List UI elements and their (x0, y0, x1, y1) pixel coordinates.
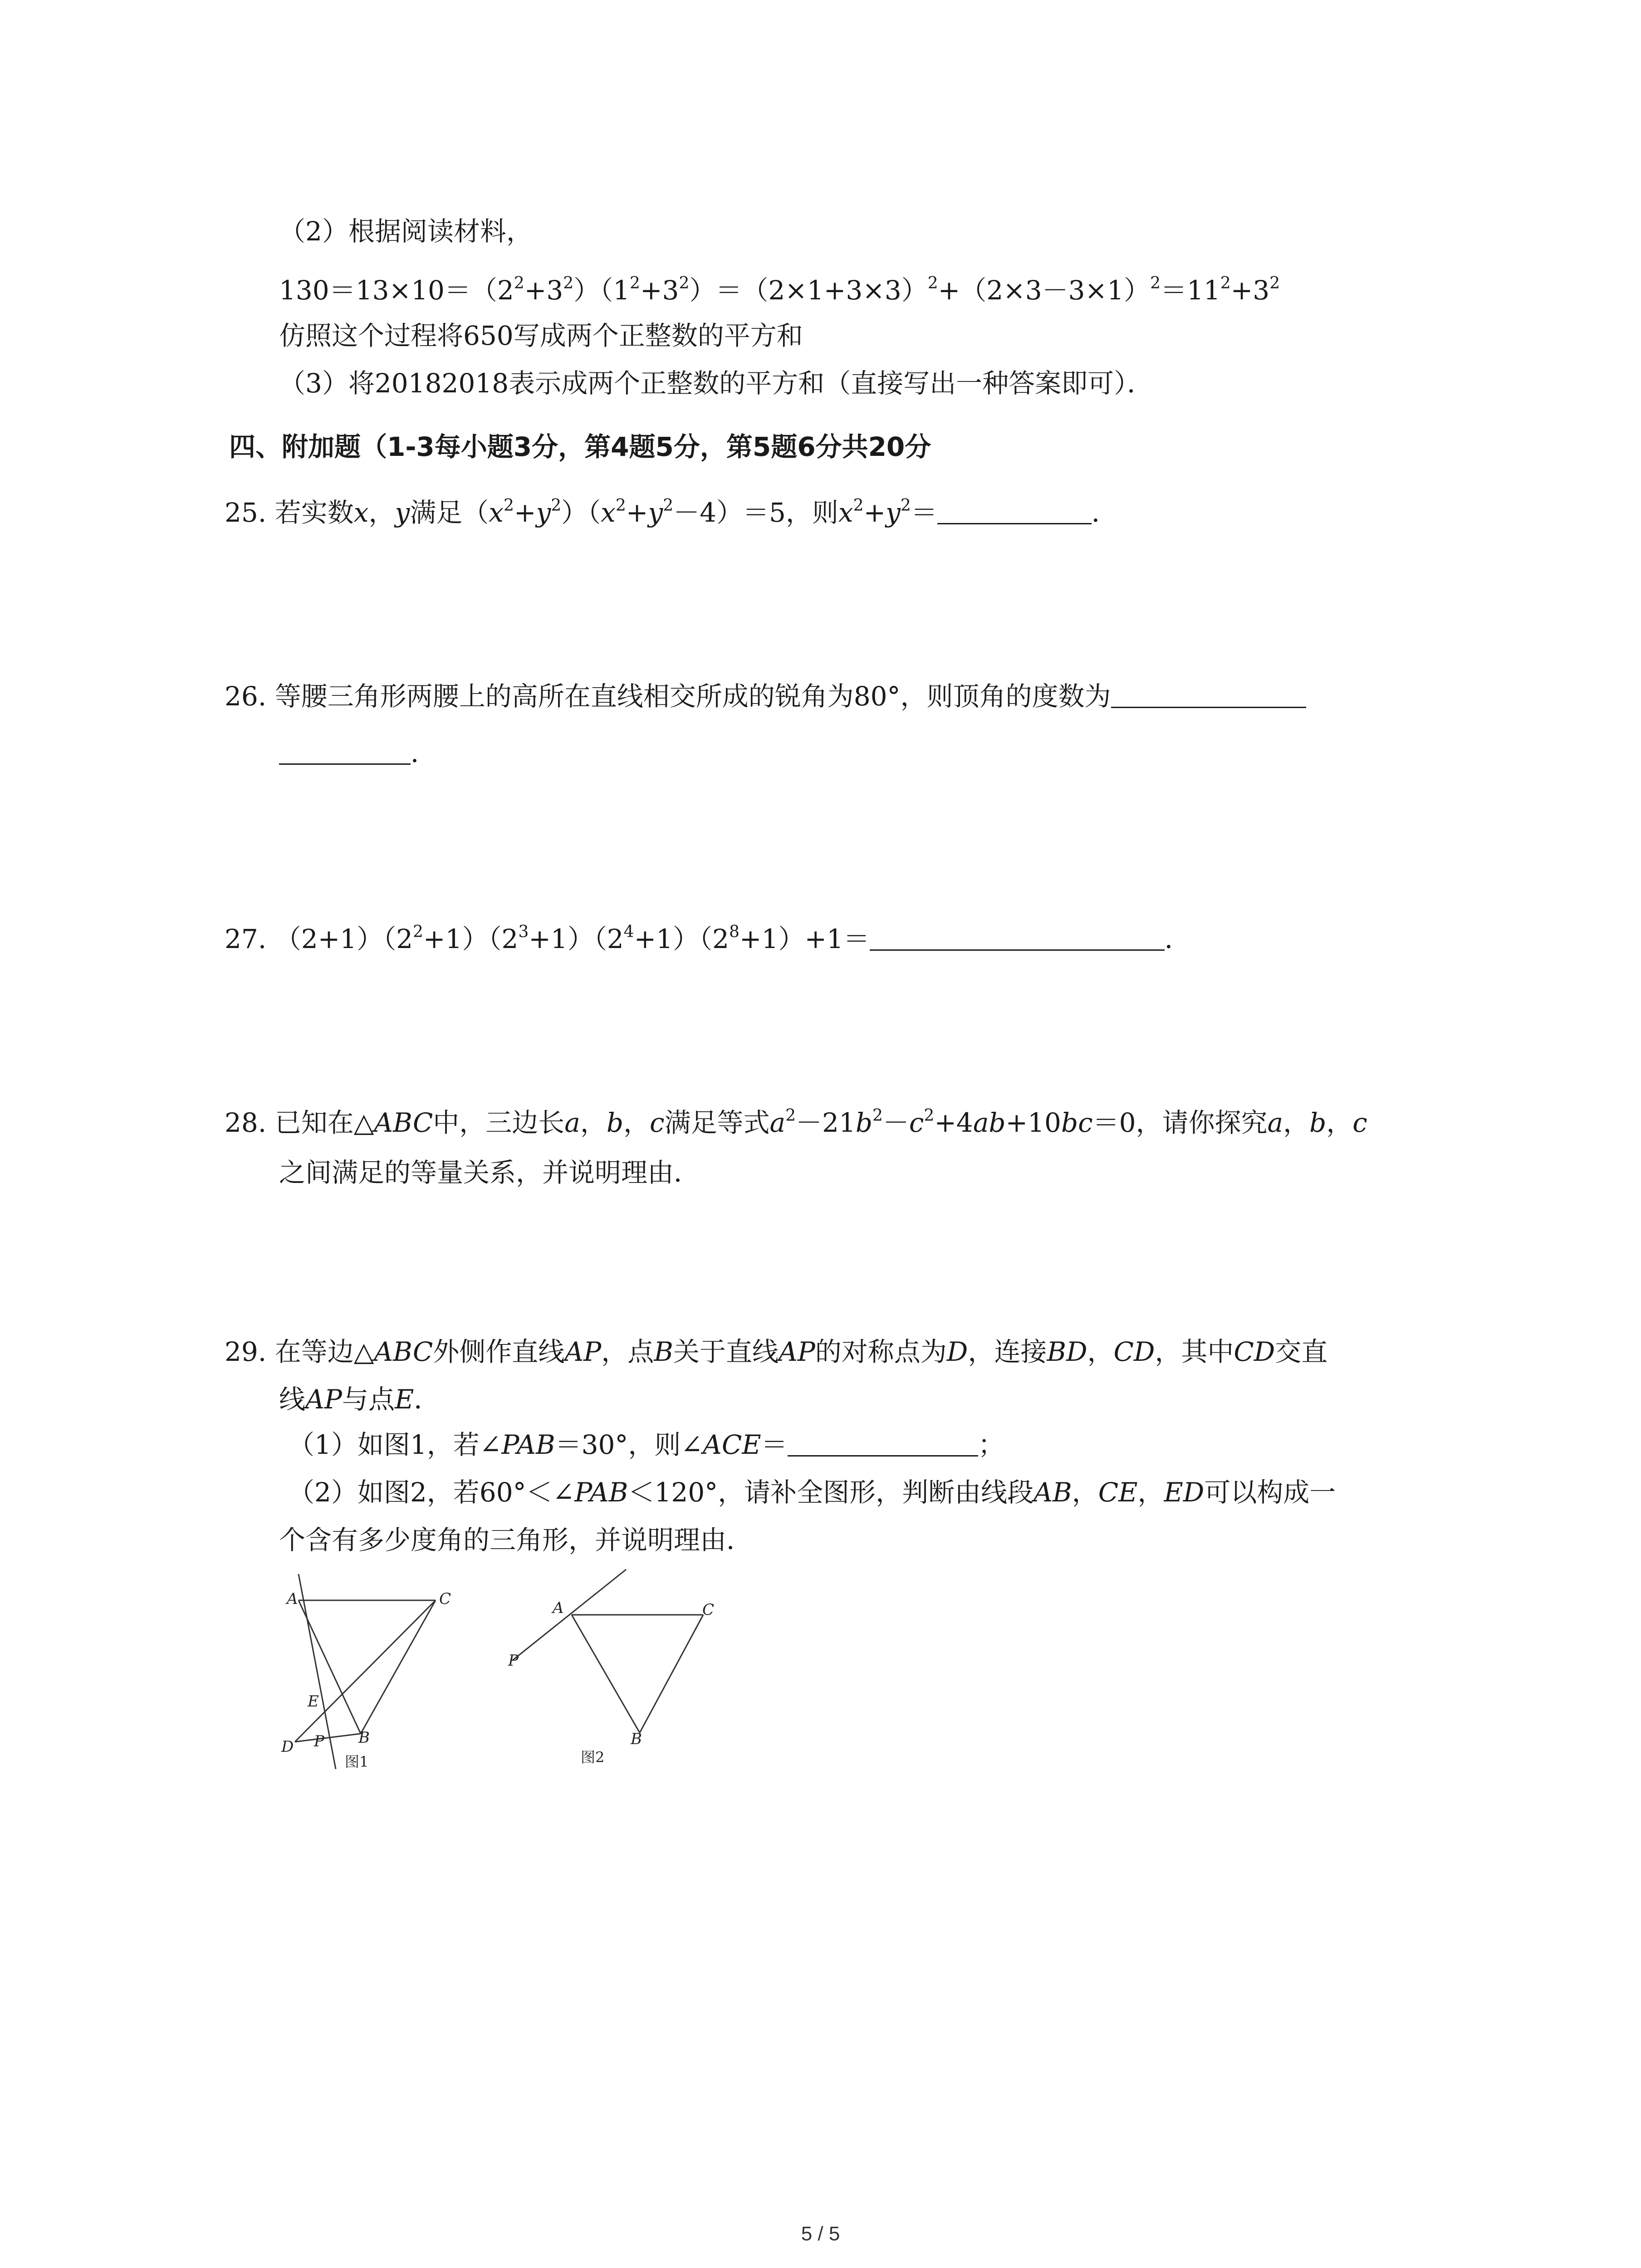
answer-blank-27[interactable] (870, 923, 1165, 951)
answer-blank-25[interactable] (937, 497, 1092, 524)
question-29-part2: （2）如图2，若60°＜∠PAB＜120°，请补全图形，判断由线段AB，CE，ED可以构成一 (288, 1477, 1336, 1508)
question-25: 25. 若实数x，y满足$(x^2+y^2)(x^2+y^2-4)=5$，则$x^2+y^2=$ ． (225, 496, 1118, 528)
fig2-label-a: A (553, 1599, 564, 1617)
question-29-part2-line2: 个含有多少度角的三角形，并说明理由． (279, 1525, 753, 1555)
page-number: 5 / 5 (801, 2223, 840, 2245)
answer-blank-26b[interactable] (279, 737, 411, 765)
question-29-line2: 线AP与点E． (279, 1384, 441, 1415)
question-28-line2: 之间满足的等量关系，并说明理由． (279, 1157, 700, 1188)
fig2-label-c: C (702, 1601, 715, 1619)
answer-blank-29[interactable] (788, 1429, 978, 1457)
fig2-label-b: B (631, 1730, 642, 1748)
part2-equation: $130=13\times 10=(2^2+3^2)(1^2+3^2)=(2\times 1+3\times 3)^2+(2\times 3-3\times 1)^2=11^2+3^2$ (279, 274, 1280, 306)
question-26: 26. 等腰三角形两腰上的高所在直线相交所成的锐角为80°，则顶角的度数为 (225, 678, 1306, 714)
answer-blank-26a[interactable] (1111, 680, 1306, 708)
segment-cd (295, 1600, 436, 1742)
fig1-label-c: C (439, 1590, 451, 1608)
part2-task: 仿照这个过程将650写成两个正整数的平方和 (279, 320, 803, 351)
fig1-label-a: A (287, 1590, 298, 1608)
fig1-label-p: P (314, 1732, 324, 1750)
fig1-label-d: D (281, 1738, 294, 1756)
section4-heading: 四、附加题（1-3每小题3分，第4题5分，第5题6分共20分 (229, 431, 931, 462)
question-26-cont: ． (279, 735, 437, 771)
segment-cb (640, 1615, 703, 1733)
segment-cb (361, 1600, 436, 1734)
question-28: 28. 已知在△ABC中，三边长a，b，c满足等式$a^2-21b^2-c^2+4ab+10bc=0$，请你探究a，b，c (225, 1106, 1367, 1138)
figure-2 (495, 1560, 749, 1769)
fig1-caption: 图1 (345, 1753, 369, 1770)
part2-title: （2）根据阅读材料， (279, 216, 533, 247)
part3-text: （3）将20182018表示成两个正整数的平方和（直接写出一种答案即可）． (279, 368, 1154, 399)
fig2-label-p: P (508, 1652, 519, 1670)
fig1-label-e: E (308, 1692, 319, 1711)
question-29-part1: （1）如图1，若∠PAB＝30°，则∠ACE＝ ； (288, 1429, 1004, 1460)
fig1-label-b: B (358, 1729, 370, 1747)
figure-1 (272, 1574, 481, 1783)
question-29: 29. 在等边△ABC外侧作直线AP，点B关于直线AP的对称点为D，连接BD，CD，其中CD交直 (225, 1336, 1328, 1367)
fig2-caption: 图2 (581, 1749, 605, 1766)
segment-db (295, 1734, 361, 1742)
segment-ab (572, 1615, 640, 1733)
question-27: 27. $(2+1)(2^2+1)(2^3+1)(2^4+1)(2^8+1)+1=$ ． (225, 923, 1191, 954)
